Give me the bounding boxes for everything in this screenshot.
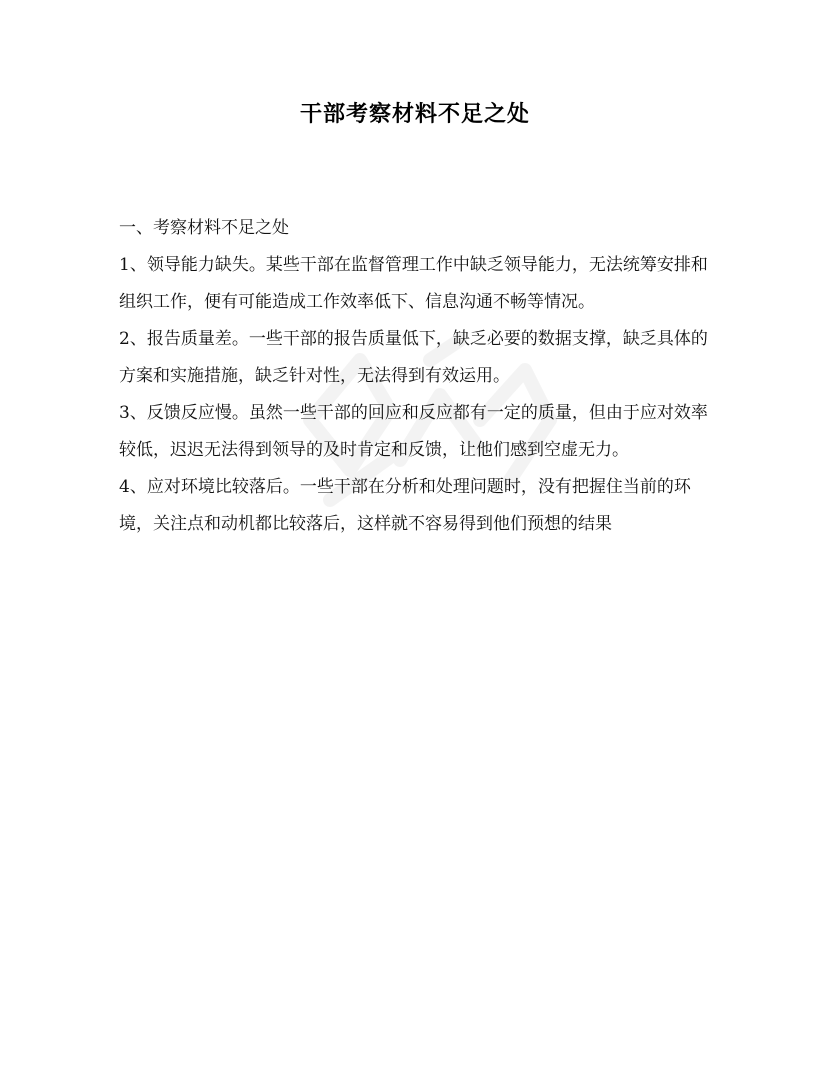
- document-body: [119, 210, 719, 543]
- paragraph-3: 3、反馈反应慢。虽然一些干部的回应和反应都有一定的质量，但由于应对效率较低，迟迟无法得到领导的及时肯定和反馈，让他们感到空虚无力。: [119, 403, 708, 460]
- paragraph-4: 4、应对环境比较落后。一些干部在分析和处理问题时，没有把握住当前的环境，关注点和动机都比较落后，这样就不容易得到他们预想的结果: [119, 477, 691, 534]
- paragraph-2: 2、报告质量差。一些干部的报告质量低下，缺乏必要的数据支撑，缺乏具体的方案和实施措施，缺乏针对性，无法得到有效运用。: [119, 329, 708, 386]
- section-heading: 一、考察材料不足之处: [119, 218, 289, 238]
- paragraph-1: 1、领导能力缺失。某些干部在监督管理工作中缺乏领导能力，无法统筹安排和组织工作，便有可能造成工作效率低下、信息沟通不畅等情况。: [119, 255, 708, 312]
- document-title: 干部考察材料不足之处: [299, 101, 530, 127]
